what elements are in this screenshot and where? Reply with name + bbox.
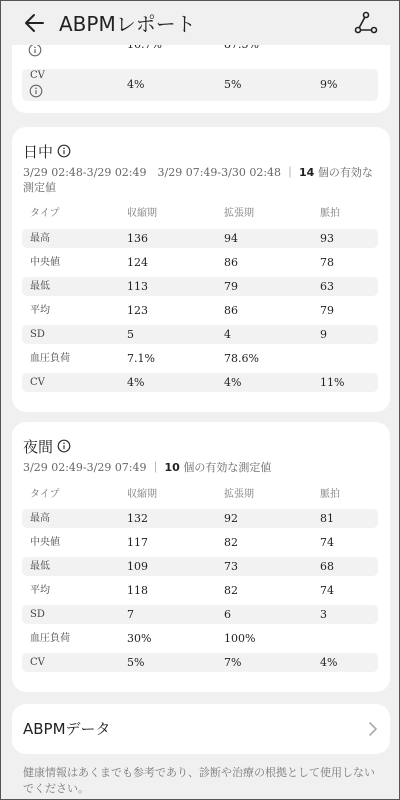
row-label: 中央値 (30, 537, 60, 548)
valid-count: 14 (299, 166, 315, 179)
section-title: 夜間 (23, 438, 54, 456)
abpm-data-link[interactable] (12, 704, 390, 754)
table-row (22, 581, 378, 600)
table-row (22, 349, 378, 368)
column-header: 拡張期 (224, 208, 254, 219)
table-row (22, 277, 378, 296)
overall-summary-card (12, 41, 390, 113)
cell-value: 100% (224, 632, 256, 645)
cell-value: 78 (320, 256, 334, 269)
cell-value: 4% (127, 78, 145, 91)
page-title: ABPMレポート (59, 12, 196, 36)
table-row (22, 253, 378, 272)
info-circle-icon (28, 43, 42, 57)
cell-value: 132 (127, 512, 148, 525)
range-text: 3/29 02:48-3/29 02:49 3/29 07:49-3/30 02:48 ｜ (23, 166, 296, 179)
row-label: CV (30, 70, 45, 81)
cell-value: 123 (127, 304, 148, 317)
row-label: 血圧負荷 (30, 353, 70, 364)
table-row (22, 301, 378, 320)
row-label: 平均 (30, 305, 50, 316)
row-label: SD (30, 329, 45, 340)
back-button[interactable] (21, 9, 49, 37)
cell-value: 74 (320, 584, 334, 597)
table-row (22, 509, 378, 528)
section-title: 日中 (23, 143, 54, 161)
nighttime-card (12, 422, 390, 692)
table-header (22, 204, 378, 223)
table-row (22, 533, 378, 552)
cell-value: 6 (224, 608, 231, 621)
cell-value: 9 (320, 328, 327, 341)
cell-value: 5 (127, 328, 134, 341)
row-label: 最低 (30, 281, 50, 292)
info-circle-icon[interactable] (29, 84, 43, 98)
table-row (22, 653, 378, 672)
valid-count: 10 (164, 461, 180, 474)
table-row (22, 229, 378, 248)
cell-value: 117 (127, 536, 148, 549)
table-row (22, 629, 378, 648)
cell-value: 136 (127, 232, 148, 245)
row-label: CV (30, 657, 45, 668)
app-header (1, 1, 399, 45)
cell-value: 11% (320, 376, 345, 389)
cell-value: 109 (127, 560, 148, 573)
table-header (22, 485, 378, 504)
cell-value: 86 (224, 304, 238, 317)
cell-value: 81 (320, 512, 334, 525)
table-row (22, 373, 378, 392)
cell-value: 124 (127, 256, 148, 269)
cell-value: 3 (320, 608, 327, 621)
row-label: CV (30, 377, 45, 388)
cell-value: 82 (224, 536, 238, 549)
cell-value: 7% (224, 656, 242, 669)
column-header: 脈拍 (320, 489, 340, 500)
cell-value: 113 (127, 280, 148, 293)
cell-value: 5% (127, 656, 145, 669)
cell-value: 4% (127, 376, 145, 389)
cell-value: 68 (320, 560, 334, 573)
measurement-range (23, 165, 378, 195)
cell-value: 79 (320, 304, 334, 317)
row-label: 平均 (30, 585, 50, 596)
cell-value: 93 (320, 232, 334, 245)
cell-value: 118 (127, 584, 148, 597)
measurement-range (23, 460, 378, 475)
range-text: 3/29 02:49-3/29 07:49 ｜ (23, 461, 162, 474)
cell-value: 5% (224, 78, 242, 91)
abpm-data-label: ABPMデータ (23, 720, 111, 738)
column-header: 収縮期 (127, 208, 157, 219)
cell-value: 73 (224, 560, 238, 573)
cv-row (22, 69, 378, 101)
count-suffix: 個の有効な測定値 (183, 461, 272, 474)
cell-value: 63 (320, 280, 334, 293)
chevron-right-icon (368, 721, 378, 737)
share-button[interactable] (352, 9, 380, 37)
cell-value: 86 (224, 256, 238, 269)
cell-value: 7.1% (127, 352, 155, 365)
cell-value: 92 (224, 512, 238, 525)
column-header: 拡張期 (224, 489, 254, 500)
cell-value: 82 (224, 584, 238, 597)
cell-value: 79 (224, 280, 238, 293)
cell-value: 78.6% (224, 352, 259, 365)
table-row (22, 605, 378, 624)
table-row (22, 325, 378, 344)
daytime-card (12, 127, 390, 412)
row-label: SD (30, 609, 45, 620)
column-header: タイプ (30, 208, 60, 219)
cell-value: 7 (127, 608, 134, 621)
row-label: 中央値 (30, 257, 60, 268)
cell-value: 9% (320, 78, 338, 91)
share-icon (352, 9, 380, 37)
row-label: 最高 (30, 233, 50, 244)
cell-value: 4% (224, 376, 242, 389)
count-suffix: 個の有効な測定値 (23, 166, 373, 194)
table-row (22, 557, 378, 576)
column-header: タイプ (30, 489, 60, 500)
cell-value: 94 (224, 232, 238, 245)
cell-value: 30% (127, 632, 152, 645)
column-header: 収縮期 (127, 489, 157, 500)
row-label: 最低 (30, 561, 50, 572)
info-circle-icon[interactable] (57, 439, 71, 453)
cell-value: 74 (320, 536, 334, 549)
column-header: 脈拍 (320, 208, 340, 219)
cell-value: 4% (320, 656, 338, 669)
arrow-left-icon (21, 9, 49, 37)
cell-value: 4 (224, 328, 231, 341)
info-circle-icon[interactable] (57, 144, 71, 158)
row-label: 血圧負荷 (30, 633, 70, 644)
disclaimer-text: 健康情報はあくまでも参考であり、診断や治療の根拠として使用しないでください。 (23, 766, 375, 795)
row-label: 最高 (30, 513, 50, 524)
